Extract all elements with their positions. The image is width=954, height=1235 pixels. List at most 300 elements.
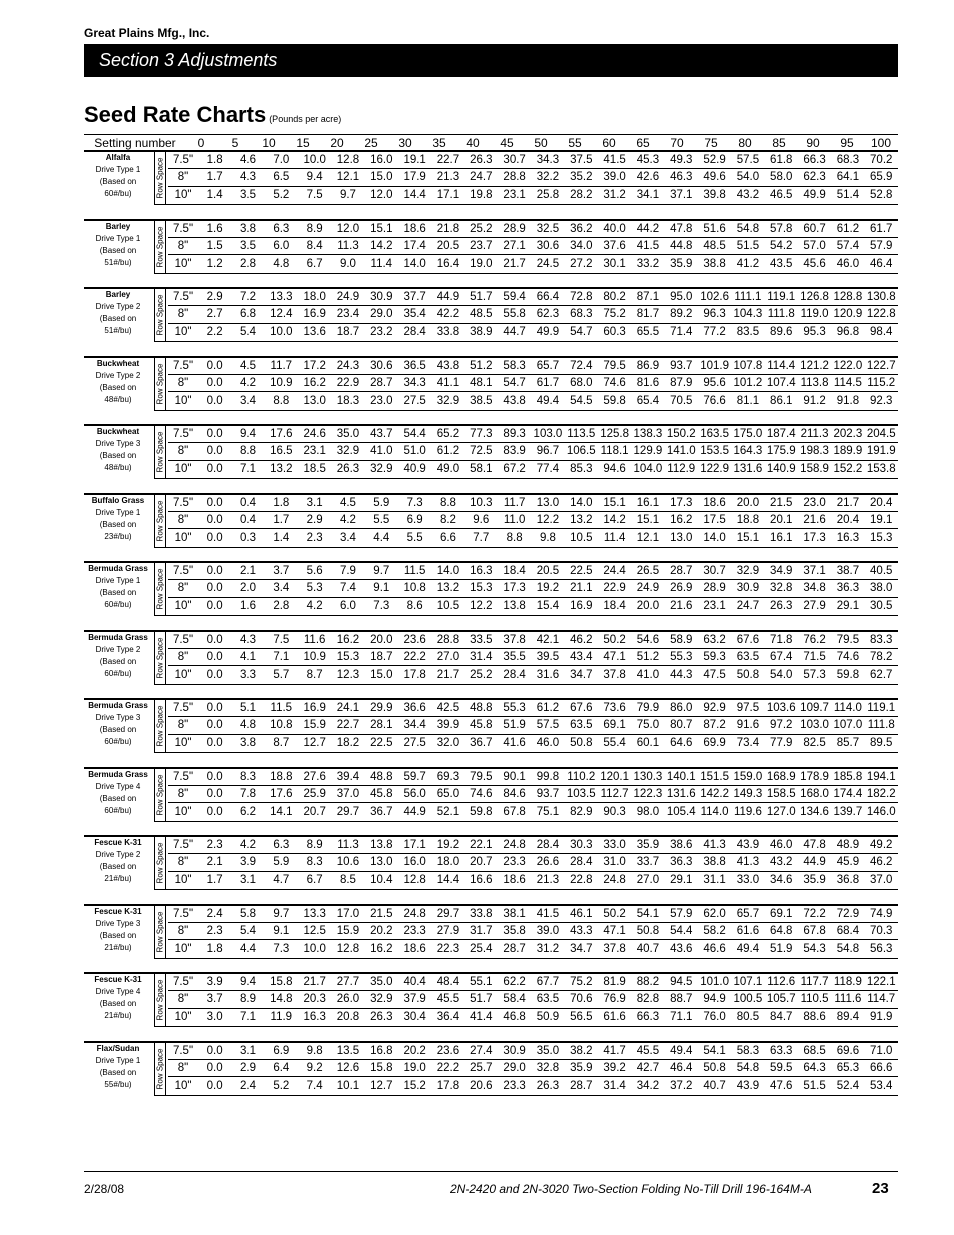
- rate-cell: 32.0: [436, 737, 460, 750]
- rate-cell: 75.1: [536, 805, 560, 818]
- rate-cell: 24.1: [336, 702, 360, 715]
- rate-cells: [198, 943, 898, 955]
- rate-cell: 101.9: [700, 359, 729, 372]
- crop-label: [84, 700, 152, 748]
- rate-cell: 33.0: [603, 839, 626, 852]
- drive-type: Drive Type 1: [95, 576, 141, 585]
- rate-cell: 43.4: [570, 650, 593, 663]
- rate-cell: 22.1: [470, 839, 493, 852]
- row-space-text: Row Space: [155, 842, 165, 884]
- group-rows: [168, 495, 898, 547]
- rate-cell: 73.4: [736, 737, 760, 750]
- rate-cell: 6.3: [273, 222, 290, 235]
- rate-cell: 16.9: [570, 600, 593, 613]
- rate-cell: 150.2: [666, 428, 696, 441]
- rate-cell: 80.2: [603, 291, 626, 304]
- rate-cell: 40.7: [636, 942, 660, 955]
- rate-cell: 15.8: [270, 976, 293, 989]
- group-rows: [168, 769, 898, 821]
- rate-cell: 85.3: [570, 463, 593, 476]
- row-space-label: [154, 426, 166, 478]
- rate-cell: 50.8: [736, 668, 760, 681]
- rate-cell: 49.4: [736, 942, 760, 955]
- rate-cell: 129.9: [633, 445, 663, 458]
- rate-cells: [198, 771, 898, 783]
- rate-cell: 101.0: [700, 976, 729, 989]
- rate-cells: [198, 634, 898, 646]
- rate-cell: 45.9: [836, 856, 860, 869]
- rate-cell: 118.9: [833, 976, 862, 989]
- rate-cell: 29.0: [503, 1061, 526, 1074]
- rate-cell: 7.1: [273, 650, 290, 663]
- drive-type: Drive Type 1: [95, 507, 141, 517]
- rate-cell: 114.7: [867, 993, 896, 1006]
- basis-line: (Based on: [99, 177, 137, 186]
- rate-cell: 158.5: [766, 787, 796, 800]
- rate-cell: 69.1: [770, 907, 793, 920]
- rate-cell: 23.1: [503, 189, 526, 202]
- rate-cell: 27.4: [470, 1044, 493, 1057]
- rate-cell: 34.7: [570, 668, 593, 681]
- rate-cell: 68.3: [570, 308, 593, 321]
- basis-weight: 51#/bu): [104, 326, 132, 335]
- rate-cell: 7.5: [306, 189, 323, 202]
- group-rows: [168, 563, 898, 615]
- rate-cell: 11.5: [270, 702, 293, 715]
- rate-cell: 42.1: [536, 633, 560, 646]
- rate-cell: 7.4: [339, 582, 356, 595]
- rate-cell: 8.7: [306, 668, 323, 681]
- group-bottom-rule: [154, 204, 898, 205]
- rate-cell: 3.5: [239, 239, 256, 252]
- rate-cell: 19.1: [403, 154, 426, 167]
- rate-cell: 20.6: [470, 1079, 493, 1092]
- rate-cell: 44.9: [436, 291, 460, 304]
- row-space-label: [154, 1043, 166, 1095]
- rate-cell: 38.1: [503, 907, 526, 920]
- rate-cell: 46.3: [670, 171, 693, 184]
- rate-cell: 41.5: [603, 154, 626, 167]
- rate-cell: 14.4: [403, 189, 426, 202]
- row-spacing: 7.5": [172, 154, 194, 167]
- rate-cell: 21.7: [503, 257, 526, 270]
- rate-cell: 35.9: [670, 257, 693, 270]
- row-spacing: 10": [174, 463, 192, 476]
- group-rows: [168, 632, 898, 684]
- rate-cell: 37.2: [670, 1079, 693, 1092]
- rate-cell: 35.9: [570, 1061, 593, 1074]
- rate-cell: 81.6: [636, 376, 660, 389]
- rate-cell: 13.0: [536, 496, 560, 509]
- rate-cell: 57.0: [803, 239, 826, 252]
- rate-cell: 56.0: [403, 787, 426, 800]
- crop-group: [84, 1043, 898, 1095]
- rate-cell: 54.1: [636, 907, 660, 920]
- rate-cell: 111.8: [767, 308, 795, 321]
- rate-cell: 35.4: [403, 308, 426, 321]
- rate-cell: 15.2: [403, 1079, 426, 1092]
- rate-cell: 5.1: [239, 702, 256, 715]
- table-row: [168, 700, 898, 717]
- rate-cell: 138.3: [633, 428, 663, 441]
- drive-type: Drive Type 3: [95, 918, 141, 928]
- rate-cell: 122.1: [866, 976, 896, 989]
- rate-cell: 122.7: [866, 359, 896, 372]
- rate-cell: 95.0: [670, 291, 693, 304]
- rate-cell: 55.4: [603, 737, 626, 750]
- rate-cell: 83.9: [503, 445, 526, 458]
- rate-cell: 114.0: [700, 805, 729, 818]
- rate-cell: 90.1: [503, 770, 526, 783]
- rate-cell: 12.1: [336, 171, 360, 184]
- rate-cell: 33.2: [636, 257, 660, 270]
- rate-cell: 38.7: [836, 565, 860, 578]
- rate-cell: 76.6: [703, 394, 726, 407]
- rate-cell: 54.3: [803, 942, 826, 955]
- rate-cell: 21.3: [536, 874, 560, 887]
- row-spacing: 8": [177, 993, 189, 1006]
- setting-number: 0: [197, 136, 205, 150]
- rate-cell: 16.9: [303, 702, 326, 715]
- rate-cell: 99.8: [536, 770, 560, 783]
- crop-group: [84, 700, 898, 752]
- rate-cell: 49.3: [670, 154, 693, 167]
- table-row: [168, 580, 898, 597]
- rate-cell: 32.9: [736, 565, 760, 578]
- row-spacing: 7.5": [172, 291, 194, 304]
- rate-cell: 119.0: [800, 308, 829, 321]
- crop-label: [84, 974, 152, 1022]
- row-spacing: 8": [177, 308, 189, 321]
- rate-cell: 114.5: [833, 376, 862, 389]
- rate-cell: 7.3: [273, 942, 290, 955]
- rate-cell: 2.0: [239, 582, 256, 595]
- rate-cell: 103.0: [800, 719, 829, 732]
- group-bottom-rule: [154, 478, 898, 479]
- rate-cell: 46.1: [570, 907, 593, 920]
- row-spacing: 7.5": [172, 565, 194, 578]
- setting-number: 100: [870, 136, 892, 150]
- rate-cell: 175.0: [733, 428, 763, 441]
- rate-cell: 34.1: [636, 189, 660, 202]
- rate-cell: 16.8: [370, 1044, 393, 1057]
- rate-cell: 42.6: [636, 171, 660, 184]
- rate-cell: 10.6: [336, 856, 360, 869]
- rate-cell: 34.7: [570, 942, 593, 955]
- setting-number: 55: [568, 136, 582, 150]
- rate-cell: 61.2: [436, 445, 460, 458]
- rate-cell: 30.7: [703, 565, 726, 578]
- table-row: [168, 529, 898, 546]
- rate-cell: 12.3: [336, 668, 360, 681]
- rate-cells: [198, 1045, 898, 1057]
- rate-cell: 27.9: [436, 924, 460, 937]
- row-space-label: [154, 700, 166, 752]
- crop-name: Buffalo Grass: [91, 495, 145, 505]
- rate-cell: 32.5: [536, 222, 560, 235]
- rate-cell: 84.7: [770, 1011, 793, 1024]
- rate-cell: 13.3: [270, 291, 293, 304]
- rate-cell: 39.5: [536, 650, 560, 663]
- rate-cell: 23.6: [436, 1044, 460, 1057]
- rate-cell: 49.9: [803, 189, 826, 202]
- rate-cell: 82.9: [570, 805, 593, 818]
- rate-cell: 43.2: [736, 189, 760, 202]
- rate-cell: 16.1: [770, 531, 793, 544]
- rate-cell: 5.8: [239, 907, 256, 920]
- rate-cell: 6.0: [339, 600, 356, 613]
- rate-cell: 63.2: [703, 633, 726, 646]
- rate-cell: 50.2: [603, 633, 626, 646]
- rate-cell: 68.0: [570, 376, 593, 389]
- setting-number-label: Setting number: [94, 136, 176, 150]
- rate-cell: 55.3: [670, 650, 693, 663]
- rate-cell: 24.5: [536, 257, 560, 270]
- setting-numbers: [184, 136, 898, 150]
- group-bottom-rule: [154, 889, 898, 890]
- rate-cell: 36.4: [436, 1011, 460, 1024]
- crop-group: [84, 769, 898, 821]
- setting-number: 70: [670, 136, 684, 150]
- rate-cell: 43.8: [503, 394, 526, 407]
- rate-cell: 19.8: [470, 189, 493, 202]
- rate-cell: 13.8: [503, 600, 526, 613]
- rate-cell: 37.6: [603, 239, 626, 252]
- rate-cell: 27.2: [570, 257, 593, 270]
- rate-cell: 189.9: [833, 445, 863, 458]
- rate-cell: 2.4: [239, 1079, 256, 1092]
- table-row: [168, 375, 898, 392]
- rate-cells: [198, 669, 898, 681]
- rate-cell: 17.8: [403, 668, 426, 681]
- rate-cell: 97.2: [770, 719, 793, 732]
- row-space-label: [154, 358, 166, 410]
- row-space-text: Row Space: [155, 637, 165, 678]
- rate-cell: 14.2: [370, 239, 393, 252]
- rate-cell: 15.9: [303, 719, 326, 732]
- rate-cell: 44.7: [503, 326, 526, 339]
- table-row: [168, 187, 898, 204]
- crop-label: [84, 358, 152, 406]
- group-bottom-rule: [154, 684, 898, 685]
- rate-cell: 4.3: [239, 633, 256, 646]
- rate-cell: 57.4: [836, 239, 860, 252]
- rate-cell: 34.8: [803, 582, 826, 595]
- rate-cell: 6.4: [273, 1061, 290, 1074]
- rate-cell: 127.0: [766, 805, 796, 818]
- rate-cell: 27.0: [636, 874, 660, 887]
- rate-cell: 35.2: [570, 171, 593, 184]
- rate-cell: 10.0: [270, 326, 293, 339]
- rate-cell: 0.3: [239, 531, 256, 544]
- rate-cell: 12.2: [470, 600, 493, 613]
- rate-cell: 4.2: [306, 600, 323, 613]
- drive-type: Drive Type 1: [95, 165, 141, 174]
- rate-cell: 13.0: [370, 856, 393, 869]
- rate-cell: 2.8: [239, 257, 256, 270]
- rate-cell: 105.4: [666, 805, 696, 818]
- rate-cell: 62.0: [703, 907, 726, 920]
- rate-cell: 4.5: [339, 496, 356, 509]
- rate-cell: 17.0: [336, 907, 360, 920]
- rate-cell: 48.8: [370, 770, 393, 783]
- rate-cell: 18.6: [403, 942, 426, 955]
- rate-cell: 15.3: [336, 650, 360, 663]
- rate-cell: 5.2: [273, 1079, 290, 1092]
- group-bottom-rule: [154, 958, 898, 959]
- rate-cell: 91.6: [736, 719, 760, 732]
- rate-cell: 3.8: [239, 737, 256, 750]
- rate-cell: 112.9: [667, 463, 696, 476]
- rate-cell: 22.7: [336, 719, 360, 732]
- rate-cell: 4.4: [373, 531, 390, 544]
- rate-cell: 33.7: [636, 856, 660, 869]
- rate-cell: 14.4: [436, 874, 460, 887]
- rate-cell: 41.4: [470, 1011, 493, 1024]
- row-spacing: 7.5": [172, 633, 194, 646]
- rate-cell: 82.5: [803, 737, 826, 750]
- rate-cell: 1.5: [206, 239, 223, 252]
- rate-cells: [198, 171, 898, 183]
- rate-cell: 43.7: [370, 428, 393, 441]
- rate-cell: 0.0: [206, 650, 223, 663]
- group-bottom-rule: [154, 273, 898, 274]
- rate-cell: 57.9: [870, 239, 893, 252]
- row-spacing: 7.5": [172, 222, 194, 235]
- rate-cell: 28.8: [503, 171, 526, 184]
- rate-cell: 1.6: [206, 222, 223, 235]
- rate-cell: 94.5: [670, 976, 693, 989]
- rate-cell: 72.8: [570, 291, 593, 304]
- setting-number: 45: [500, 136, 514, 150]
- rate-cell: 13.0: [670, 531, 693, 544]
- rate-cell: 38.5: [470, 394, 493, 407]
- rate-cell: 153.5: [700, 445, 729, 458]
- group-bottom-rule: [154, 821, 898, 822]
- setting-number: 90: [806, 136, 820, 150]
- rate-cell: 20.2: [370, 924, 393, 937]
- rate-cell: 9.6: [473, 513, 490, 526]
- rate-cell: 8.7: [273, 737, 290, 750]
- rate-cell: 15.0: [370, 668, 393, 681]
- rate-cell: 3.1: [306, 496, 323, 509]
- rate-cell: 65.3: [836, 1061, 860, 1074]
- crop-group: [84, 906, 898, 958]
- group-rows: [168, 289, 898, 341]
- rate-cell: 32.8: [536, 1061, 560, 1074]
- rate-cell: 34.9: [770, 565, 793, 578]
- rate-cell: 60.3: [603, 326, 626, 339]
- rate-cell: 2.9: [306, 513, 323, 526]
- rate-cell: 18.4: [603, 600, 626, 613]
- title-text: Seed Rate Charts: [84, 102, 267, 127]
- rate-cell: 10.3: [470, 496, 493, 509]
- rate-cell: 21.7: [436, 668, 460, 681]
- group-bottom-rule: [154, 1026, 898, 1027]
- rate-cell: 41.3: [736, 856, 760, 869]
- rate-cell: 24.4: [603, 565, 626, 578]
- rate-cell: 8.8: [439, 496, 456, 509]
- rate-cell: 37.7: [403, 291, 426, 304]
- rate-cell: 100.5: [733, 993, 763, 1006]
- rate-cell: 31.4: [603, 1079, 626, 1092]
- rate-cell: 41.0: [370, 445, 393, 458]
- rate-cell: 70.5: [670, 394, 693, 407]
- rate-cell: 11.7: [270, 359, 293, 372]
- rate-cell: 11.4: [603, 531, 626, 544]
- table-row: [168, 1043, 898, 1060]
- rate-cell: 119.1: [867, 702, 896, 715]
- rate-cell: 3.4: [239, 394, 256, 407]
- rate-cell: 26.3: [370, 1011, 393, 1024]
- rate-cell: 32.9: [370, 463, 393, 476]
- rate-cell: 9.7: [273, 907, 290, 920]
- crop-name: Bermuda Grass: [88, 632, 148, 642]
- rate-cell: 51.5: [736, 239, 760, 252]
- rate-cell: 23.3: [503, 856, 526, 869]
- table-row: [168, 940, 898, 957]
- rate-cells: [198, 497, 898, 509]
- drive-type: Drive Type 2: [95, 302, 141, 311]
- rate-cell: 8.4: [306, 239, 323, 252]
- rate-cell: 28.4: [536, 839, 560, 852]
- rate-cell: 63.5: [570, 719, 593, 732]
- rate-cell: 35.9: [803, 874, 826, 887]
- rate-cells: [198, 874, 898, 886]
- rate-cell: 27.0: [436, 650, 460, 663]
- rate-cell: 18.8: [736, 513, 760, 526]
- rate-cell: 44.9: [803, 856, 826, 869]
- rate-cell: 9.8: [306, 1044, 323, 1057]
- rate-cell: 47.1: [603, 650, 626, 663]
- rate-cell: 34.3: [403, 376, 426, 389]
- rate-cell: 85.7: [836, 737, 860, 750]
- rate-cell: 2.3: [206, 924, 223, 937]
- rate-cell: 62.7: [870, 668, 893, 681]
- basis-line: (Based on: [99, 314, 137, 323]
- rate-cell: 59.8: [836, 668, 860, 681]
- group-bottom-rule: [154, 752, 898, 753]
- rate-cell: 8.3: [306, 856, 323, 869]
- rate-cell: 61.8: [770, 154, 793, 167]
- row-spacing: 7.5": [172, 702, 194, 715]
- setting-number: 5: [231, 136, 239, 150]
- rate-cell: 122.9: [700, 463, 729, 476]
- drive-type: Drive Type 2: [95, 850, 141, 859]
- rate-cell: 6.8: [239, 308, 256, 321]
- rate-cell: 36.6: [403, 702, 426, 715]
- row-space-label: [154, 221, 166, 273]
- rate-cell: 75.0: [636, 719, 660, 732]
- rate-cell: 32.9: [336, 445, 360, 458]
- rate-cell: 4.5: [239, 359, 256, 372]
- row-spacing: 10": [174, 257, 192, 270]
- rate-cell: 17.2: [303, 359, 326, 372]
- rate-cell: 88.6: [803, 1011, 826, 1024]
- rate-cell: 94.6: [603, 463, 626, 476]
- table-row: [168, 426, 898, 443]
- rate-cell: 66.3: [803, 154, 826, 167]
- rate-cell: 3.0: [206, 1011, 223, 1024]
- rate-cell: 17.9: [403, 171, 426, 184]
- rate-cell: 71.1: [670, 1011, 693, 1024]
- rate-cell: 39.4: [336, 770, 360, 783]
- rate-cell: 64.1: [836, 171, 860, 184]
- table-row: [168, 717, 898, 734]
- rate-cell: 42.7: [636, 1061, 660, 1074]
- rate-cells: [198, 737, 898, 749]
- rate-cell: 34.0: [570, 239, 593, 252]
